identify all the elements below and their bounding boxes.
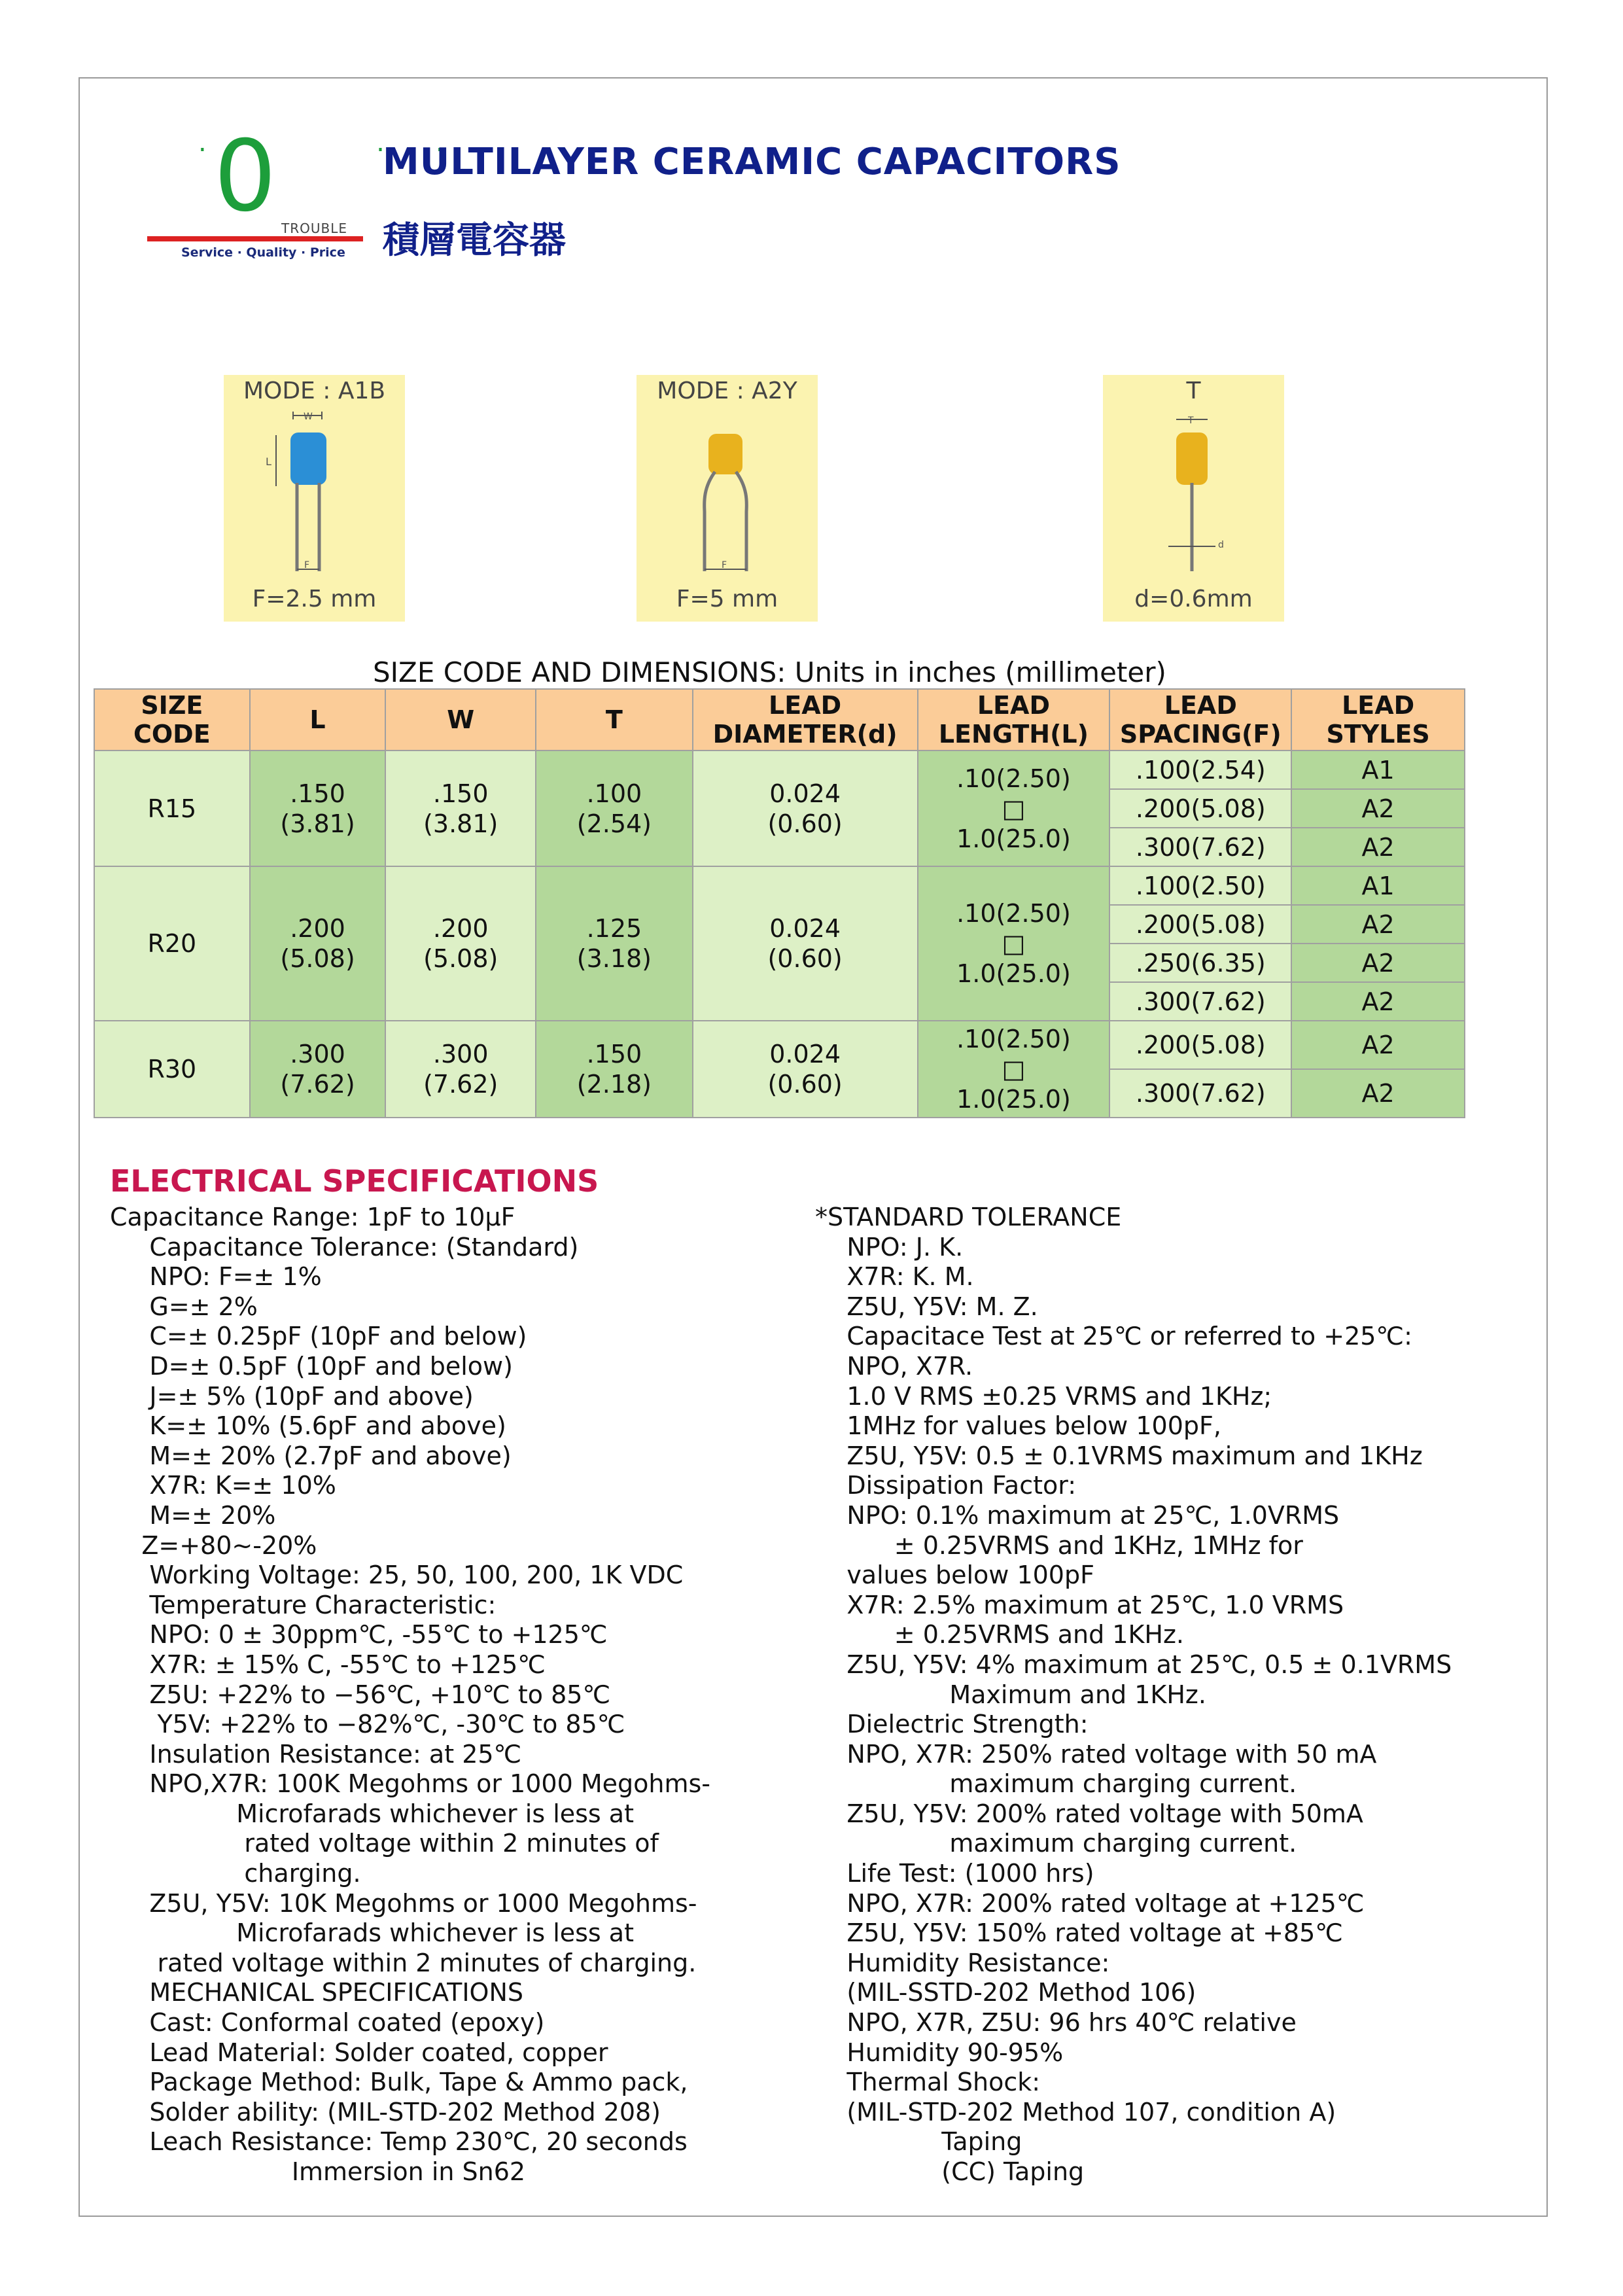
spec-line: Z5U, Y5V: 4% maximum at 25℃, 0.5 ± 0.1VRMS xyxy=(815,1650,1452,1679)
spec-line: Insulation Resistance: at 25℃ xyxy=(110,1739,522,1769)
spec-line: charging. xyxy=(110,1859,361,1888)
svg-text:d: d xyxy=(1218,540,1224,550)
capacitor-a2y-drawing xyxy=(637,375,818,622)
cell-lead-style: A2 xyxy=(1291,905,1465,944)
cell-lead-length: .10(2.50) □ 1.0(25.0) xyxy=(918,1021,1110,1118)
cell-lead-style: A2 xyxy=(1291,1021,1465,1069)
page-title: MULTILAYER CERAMIC CAPACITORS xyxy=(383,141,1121,183)
spec-line: NPO, X7R. xyxy=(815,1351,973,1381)
logo-tagline: Service · Quality · Price xyxy=(181,245,345,260)
spec-line: Lead Material: Solder coated, copper xyxy=(110,2038,608,2067)
spec-line: M=± 20% (2.7pF and above) xyxy=(110,1441,512,1470)
spec-line: Taping xyxy=(815,2127,1022,2157)
spec-line: Z5U, Y5V: 200% rated voltage with 50mA xyxy=(815,1799,1363,1828)
header-size-code: SIZE CODE xyxy=(94,689,250,751)
diagram-caption: F=5 mm xyxy=(676,586,778,612)
spec-line: Z5U, Y5V: M. Z. xyxy=(815,1292,1038,1321)
spec-line: values below 100pF xyxy=(815,1561,1094,1590)
cell-w: .300 (7.62) xyxy=(385,1021,536,1118)
spec-line: NPO: J. K. xyxy=(815,1232,964,1262)
logo-bar xyxy=(147,236,363,241)
diagram-caption: F=2.5 mm xyxy=(252,586,377,612)
spec-line: Working Voltage: 25, 50, 100, 200, 1K VDC xyxy=(110,1561,684,1590)
table-caption: SIZE CODE AND DIMENSIONS: Units in inches (millimeter) xyxy=(373,656,1166,688)
spec-line: J=± 5% (10pF and above) xyxy=(110,1381,474,1411)
spec-line: ± 0.25VRMS and 1KHz, 1MHz for xyxy=(815,1530,1303,1560)
cell-lead-diameter: 0.024 (0.60) xyxy=(693,866,918,1021)
spec-line: (MIL-STD-202 Method 107, condition A) xyxy=(815,2097,1336,2127)
spec-line: Temperature Characteristic: xyxy=(110,1590,497,1619)
header-t: T xyxy=(536,689,693,751)
cell-l: .200 (5.08) xyxy=(250,866,386,1021)
spec-line: X7R: K=± 10% xyxy=(110,1471,336,1500)
spec-line: Capacitance Tolerance: (Standard) xyxy=(110,1232,579,1262)
spec-line: Leach Resistance: Temp 230℃, 20 seconds xyxy=(110,2127,688,2157)
spec-line: Capacitance Range: 1pF to 10μF xyxy=(110,1203,515,1231)
spec-line: Cast: Conformal coated (epoxy) xyxy=(110,2008,545,2038)
cell-lead-spacing: .100(2.54) xyxy=(1109,751,1291,789)
spec-line: X7R: K. M. xyxy=(815,1262,974,1292)
spec-line: Microfarads whichever is less at xyxy=(110,1918,634,1948)
spec-line: NPO: 0 ± 30ppm℃, -55℃ to +125℃ xyxy=(110,1620,608,1650)
cell-w: .200 (5.08) xyxy=(385,866,536,1021)
specs-right-column xyxy=(815,1203,1452,2187)
spec-line: Humidity 90-95% xyxy=(815,2038,1064,2067)
spec-line: D=± 0.5pF (10pF and below) xyxy=(110,1351,513,1381)
cell-lead-style: A2 xyxy=(1291,944,1465,982)
cell-lead-style: A1 xyxy=(1291,751,1465,789)
spec-line: maximum charging current. xyxy=(815,1829,1297,1858)
page-title-chinese: 積層電容器 xyxy=(383,219,566,262)
spec-line: Z5U: +22% to −56℃, +10℃ to 85℃ xyxy=(110,1680,611,1709)
diagram-mode-a1b xyxy=(224,375,405,622)
cell-size-code: R20 xyxy=(94,866,250,1021)
spec-line: Z5U, Y5V: 150% rated voltage at +85℃ xyxy=(815,1918,1343,1948)
spec-line: ± 0.25VRMS and 1KHz. xyxy=(815,1620,1184,1650)
cell-l: .300 (7.62) xyxy=(250,1021,386,1118)
cell-t: .150 (2.18) xyxy=(536,1021,693,1118)
spec-line: MECHANICAL SPECIFICATIONS xyxy=(110,1978,524,2007)
spec-line: NPO, X7R, Z5U: 96 hrs 40℃ relative xyxy=(815,2008,1297,2038)
cell-t: .100 (2.54) xyxy=(536,751,693,866)
cell-lead-diameter: 0.024 (0.60) xyxy=(693,751,918,866)
header-lead-length: LEAD LENGTH(L) xyxy=(918,689,1110,751)
spec-line: X7R: 2.5% maximum at 25℃, 1.0 VRMS xyxy=(815,1590,1344,1619)
spec-line: Maximum and 1KHz. xyxy=(815,1680,1206,1709)
logo-brand: TROUBLE xyxy=(281,221,347,236)
cell-lead-length: .10(2.50) □ 1.0(25.0) xyxy=(918,751,1110,866)
logo-symbol: 0 xyxy=(214,120,277,234)
cell-lead-spacing: .100(2.50) xyxy=(1109,866,1291,905)
table-row xyxy=(94,1021,1465,1069)
svg-text:T: T xyxy=(1188,415,1194,426)
capacitor-a1b-drawing xyxy=(224,375,405,622)
spec-line: NPO,X7R: 100K Megohms or 1000 Megohms- xyxy=(110,1769,710,1799)
cell-lead-spacing: .200(5.08) xyxy=(1109,905,1291,944)
cell-size-code: R30 xyxy=(94,1021,250,1118)
svg-text:L: L xyxy=(266,455,271,468)
svg-text:F: F xyxy=(722,560,727,571)
diagram-thickness xyxy=(1103,375,1284,622)
cell-lead-spacing: .300(7.62) xyxy=(1109,1069,1291,1118)
spec-line: 1.0 V RMS ±0.25 VRMS and 1KHz; xyxy=(815,1381,1272,1411)
spec-line: rated voltage within 2 minutes of xyxy=(110,1829,659,1858)
spec-line: maximum charging current. xyxy=(815,1769,1297,1799)
spec-line: Solder ability: (MIL-STD-202 Method 208) xyxy=(110,2097,661,2127)
table-row xyxy=(94,751,1465,789)
cell-lead-style: A1 xyxy=(1291,866,1465,905)
table-row xyxy=(94,866,1465,905)
diagram-mode-label: MODE : A2Y xyxy=(657,378,797,404)
header-lead-diameter: LEAD DIAMETER(d) xyxy=(693,689,918,751)
spec-line: G=± 2% xyxy=(110,1292,258,1321)
capacitor-side-drawing xyxy=(1103,375,1284,622)
cell-lead-spacing: .200(5.08) xyxy=(1109,789,1291,828)
cell-t: .125 (3.18) xyxy=(536,866,693,1021)
cell-lead-style: A2 xyxy=(1291,789,1465,828)
diagram-mode-a2y xyxy=(637,375,818,622)
spec-line: (CC) Taping xyxy=(815,2157,1085,2186)
header-w: W xyxy=(385,689,536,751)
spec-line: rated voltage within 2 minutes of charging. xyxy=(110,1948,697,1977)
spec-line: NPO, X7R: 200% rated voltage at +125℃ xyxy=(815,1888,1365,1918)
spec-line: *STANDARD TOLERANCE xyxy=(815,1203,1122,1231)
cell-lead-spacing: .200(5.08) xyxy=(1109,1021,1291,1069)
spec-line: Package Method: Bulk, Tape & Ammo pack, xyxy=(110,2068,688,2097)
cell-lead-style: A2 xyxy=(1291,828,1465,866)
spec-line: (MIL-SSTD-202 Method 106) xyxy=(815,1978,1196,2007)
cell-lead-style: A2 xyxy=(1291,982,1465,1021)
spec-line: Z5U, Y5V: 10K Megohms or 1000 Megohms- xyxy=(110,1888,697,1918)
spec-line: Capacitace Test at 25℃ or referred to +25℃: xyxy=(815,1322,1412,1351)
spec-line: 1MHz for values below 100pF, xyxy=(815,1411,1221,1441)
spec-line: Life Test: (1000 hrs) xyxy=(815,1859,1094,1888)
cell-size-code: R15 xyxy=(94,751,250,866)
cell-w: .150 (3.81) xyxy=(385,751,536,866)
spec-line: Humidity Resistance: xyxy=(815,1948,1110,1977)
spec-line: Z=+80~-20% xyxy=(110,1530,317,1560)
cell-lead-length: .10(2.50) □ 1.0(25.0) xyxy=(918,866,1110,1021)
svg-text:W: W xyxy=(304,412,313,422)
cell-lead-spacing: .300(7.62) xyxy=(1109,982,1291,1021)
spec-line: Dissipation Factor: xyxy=(815,1471,1077,1500)
svg-text:F: F xyxy=(304,560,310,571)
cell-lead-spacing: .250(6.35) xyxy=(1109,944,1291,982)
header-l: L xyxy=(250,689,386,751)
diagram-caption: d=0.6mm xyxy=(1134,586,1253,612)
cell-lead-diameter: 0.024 (0.60) xyxy=(693,1021,918,1118)
cell-l: .150 (3.81) xyxy=(250,751,386,866)
spec-line: K=± 10% (5.6pF and above) xyxy=(110,1411,506,1441)
spec-line: Z5U, Y5V: 0.5 ± 0.1VRMS maximum and 1KHz xyxy=(815,1441,1423,1470)
spec-line: NPO: 0.1% maximum at 25℃, 1.0VRMS xyxy=(815,1500,1340,1530)
header-lead-spacing: LEAD SPACING(F) xyxy=(1109,689,1291,751)
spec-line: C=± 0.25pF (10pF and below) xyxy=(110,1322,527,1351)
logo-dots: .. .. xyxy=(198,128,495,158)
spec-line: X7R: ± 15% C, -55℃ to +125℃ xyxy=(110,1650,546,1679)
spec-line: Y5V: +22% to −82%℃, -30℃ to 85℃ xyxy=(110,1710,625,1739)
spec-line: NPO: F=± 1% xyxy=(110,1262,322,1292)
spec-line: Thermal Shock: xyxy=(815,2068,1041,2097)
spec-line: Microfarads whichever is less at xyxy=(110,1799,634,1828)
cell-lead-spacing: .300(7.62) xyxy=(1109,828,1291,866)
specs-heading: ELECTRICAL SPECIFICATIONS xyxy=(110,1163,599,1199)
spec-line: Immersion in Sn62 xyxy=(110,2157,526,2186)
specs-left-column xyxy=(110,1203,710,2187)
spec-line: M=± 20% xyxy=(110,1500,276,1530)
diagram-mode-label: MODE : A1B xyxy=(243,378,386,404)
spec-line: Dielectric Strength: xyxy=(815,1710,1089,1739)
cell-lead-style: A2 xyxy=(1291,1069,1465,1118)
header-lead-styles: LEAD STYLES xyxy=(1291,689,1465,751)
dimensions-table xyxy=(94,688,1465,1118)
table-header-row xyxy=(94,689,1465,751)
spec-line: NPO, X7R: 250% rated voltage with 50 mA xyxy=(815,1739,1377,1769)
diagram-mode-label: T xyxy=(1186,378,1201,404)
